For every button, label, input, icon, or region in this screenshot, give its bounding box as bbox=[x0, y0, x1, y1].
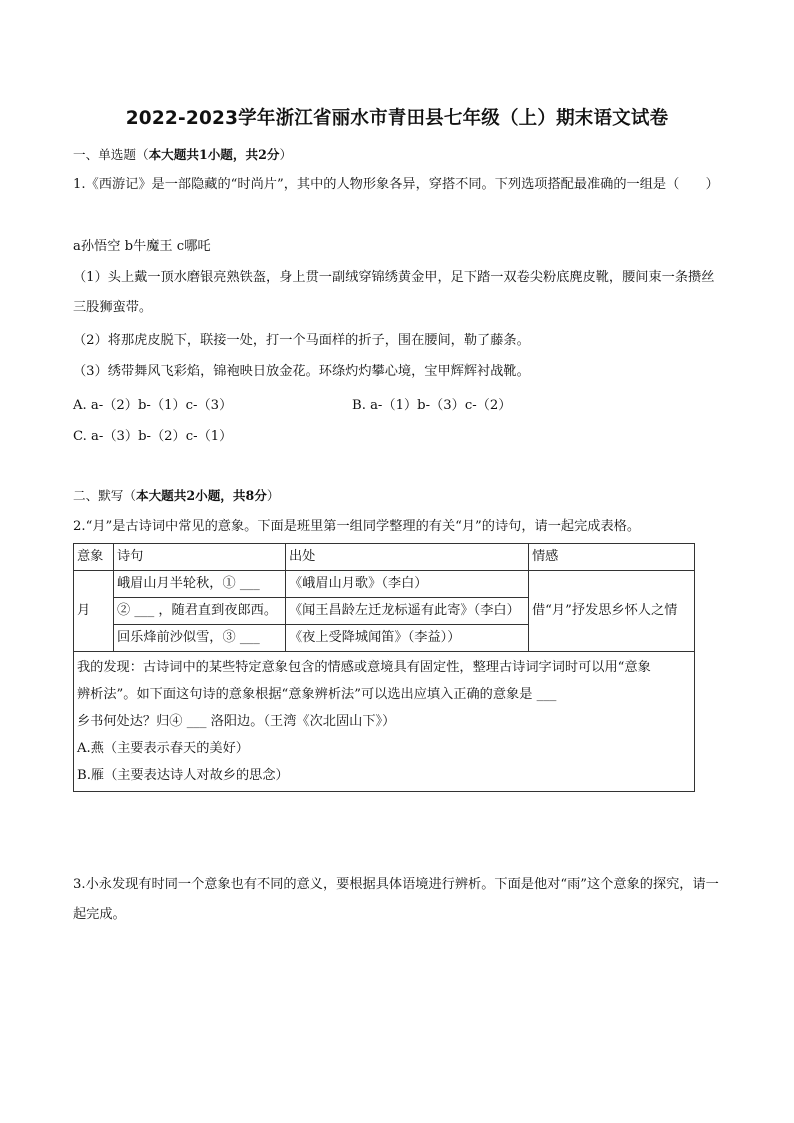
question-1-names: a孙悟空 b牛魔王 c哪吒 bbox=[73, 239, 211, 254]
source-cell: 《闻王昌龄左迁龙标遥有此寄》（李白） bbox=[286, 598, 529, 625]
imagery-table bbox=[73, 543, 695, 792]
section-1-suffix: ） bbox=[279, 147, 293, 162]
section-1-prefix: 一、单选题（ bbox=[73, 147, 149, 162]
poem-cell: 回乐烽前沙似雪，③ ___ bbox=[114, 625, 286, 652]
question-2-stem: 2.“月”是古诗词中常见的意象。下面是班里第一组同学整理的有关“月”的诗句，请一起完成表格。 bbox=[73, 519, 641, 534]
section-2-header bbox=[73, 487, 279, 505]
question-3-stem: 3.小永发现有时同一个意象也有不同的意义，要根据具体语境进行辨析。下面是他对“雨”这个意象的探究，请一起完成。 bbox=[73, 877, 719, 922]
section-1-meta: 本大题共1小题，共2分 bbox=[148, 147, 280, 162]
note-line: 乡书何处达？归④ ___ 洛阳边。（王湾《次北固山下》） bbox=[77, 714, 396, 729]
header-image: 意象 bbox=[74, 544, 114, 571]
note-row bbox=[74, 652, 695, 792]
section-1-header bbox=[73, 146, 292, 164]
question-1-passage-2: （2）将那虎皮脱下，联接一处，打一个马面样的折子，围在腰间，勒了藤条。 bbox=[73, 333, 530, 348]
source-cell: 《峨眉山月歌》（李白） bbox=[286, 571, 529, 598]
question-1-passage-1: （1）头上戴一顶水磨银亮熟铁盔，身上贯一副绒穿锦绣黄金甲，足下踏一双卷尖粉底麂皮靴，腰间束一条攒丝三股狮蛮带。 bbox=[73, 270, 715, 315]
section-2-prefix: 二、默写（ bbox=[73, 488, 136, 503]
option-b: B. a-（1）b-（3）c-（2） bbox=[352, 398, 512, 413]
section-2-suffix: ） bbox=[266, 488, 280, 503]
note-option-b: B.雁（主要表达诗人对故乡的思念） bbox=[77, 768, 289, 783]
image-cell: 月 bbox=[74, 571, 114, 652]
question-1-stem: 1.《西游记》是一部隐藏的“时尚片”，其中的人物形象各异，穿搭不同。下列选项搭配最准确的一组是（ ） bbox=[73, 177, 719, 192]
emotion-cell: 借“月”抒发思乡怀人之情 bbox=[529, 571, 695, 652]
option-c: C. a-（3）b-（2）c-（1） bbox=[73, 429, 233, 444]
poem-cell: 峨眉山月半轮秋，① ___ bbox=[114, 571, 286, 598]
section-2-meta: 本大题共2小题，共8分 bbox=[135, 488, 267, 503]
table-header-row bbox=[74, 544, 695, 571]
header-source: 出处 bbox=[286, 544, 529, 571]
option-a: A. a-（2）b-（1）c-（3） bbox=[73, 398, 233, 413]
note-line: 辨析法”。如下面这句诗的意象根据“意象辨析法”可以选出应填入正确的意象是 ___ bbox=[77, 687, 557, 702]
discovery-note bbox=[74, 652, 695, 792]
exam-title: 2022-2023学年浙江省丽水市青田县七年级（上）期末语文试卷 bbox=[125, 108, 669, 129]
table-row bbox=[74, 571, 695, 598]
note-line: 我的发现：古诗词中的某些特定意象包含的情感或意境具有固定性，整理古诗词字词时可以用“意象 bbox=[77, 660, 651, 675]
header-poem: 诗句 bbox=[114, 544, 286, 571]
header-emotion: 情感 bbox=[529, 544, 695, 571]
source-cell: 《夜上受降城闻笛》（李益）） bbox=[286, 625, 529, 652]
note-option-a: A.燕（主要表示春天的美好） bbox=[77, 741, 249, 756]
poem-cell: ② ___ ，随君直到夜郎西。 bbox=[114, 598, 286, 625]
question-1-passage-3: （3）绣带舞风飞彩焰，锦袍映日放金花。环绦灼灼攀心境，宝甲辉辉衬战靴。 bbox=[73, 364, 530, 379]
